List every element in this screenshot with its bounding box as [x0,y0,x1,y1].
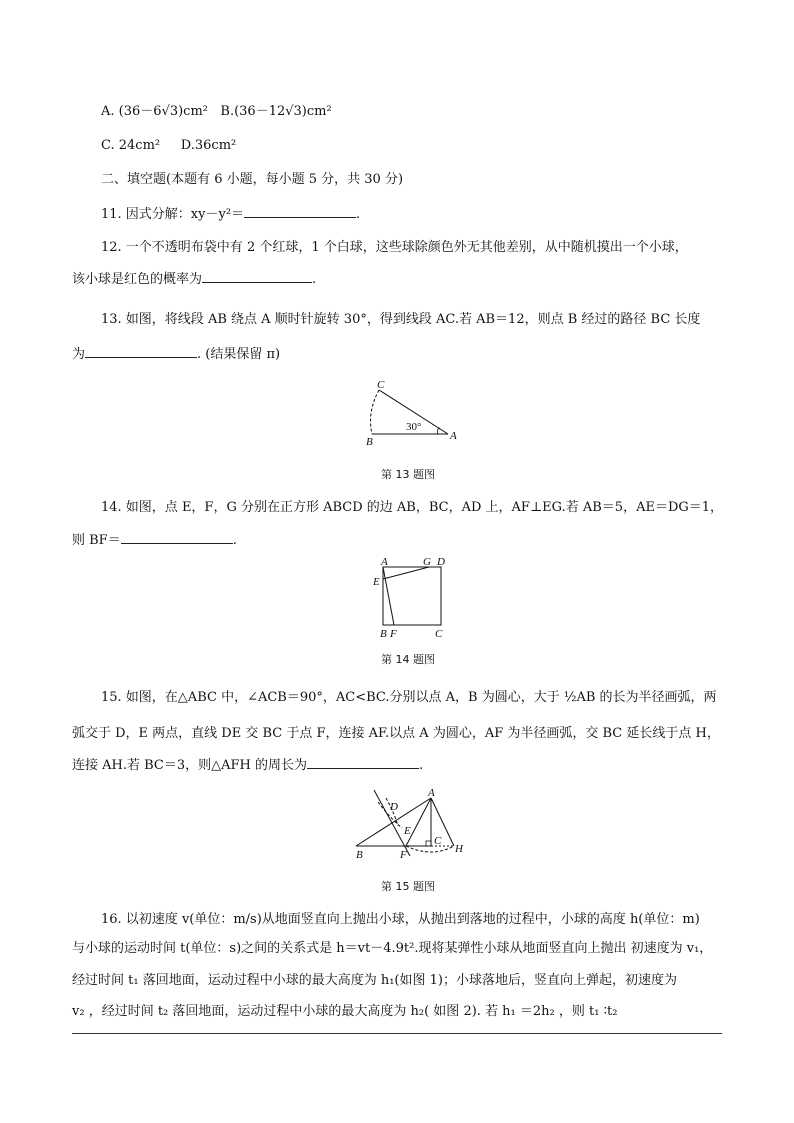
label-h: H [455,843,463,855]
label-b: B [366,436,373,448]
q15-line-3-text: 连接 AH.若 BC＝3，则△AFH 的周长为 [72,758,308,773]
q16-line-4: v₂ ，经过时间 t₂ 落回地面，运动过程中小球的最大高度为 h₂( 如图 2). 若 h₁ ＝2h₂ ，则 t₁ ∶t₂ [72,1004,618,1019]
q12-line-2-text: 该小球是红色的概率为 [72,272,203,287]
q16-line-2: 与小球的运动时间 t(单位：s)之间的关系式是 h＝vt－4.9t².现将某弹性小球从地面竖直向上抛出 初速度为 v₁， [72,941,713,956]
q13-line-2 [72,345,280,364]
label-b: B [356,849,363,861]
q16-line-1: 16. 以初速度 v(单位：m/s)从地面竖直向上抛出小球，从抛出到落地的过程中，小球的高度 h(单位：m) [101,912,700,927]
q14-line-2 [72,531,237,550]
question-11 [101,205,360,224]
label-g: G [423,556,431,568]
option-a: A. (36－6√3)cm² [101,104,208,119]
answer-blank-12[interactable] [202,270,312,283]
square-abcd [383,567,441,625]
q14-end: . [232,533,237,548]
label-f: F [390,628,397,640]
arc-fh [406,846,454,852]
segment-af [406,798,431,846]
label-angle: 30° [406,421,422,433]
caption-13: 第 13 题图 [381,468,435,481]
figure-13 [360,378,470,448]
section-heading: 二、填空题(本题有 6 小题，每小题 5 分，共 30 分) [101,172,404,187]
q13-line-1: 13. 如图，将线段 AB 绕点 A 顺时针旋转 30°，得到线段 AC.若 AB＝12，则点 B 经过的路径 BC 长度 [101,312,701,327]
answer-blank-13[interactable] [85,345,197,358]
answer-blank-11[interactable] [244,205,356,218]
q15-end: . [419,758,424,773]
segment-eg [383,567,429,579]
q11-end: . [356,207,361,222]
answer-blank-15[interactable] [307,756,419,769]
q12-line-1: 12. 一个不透明布袋中有 2 个红球，1 个白球，这些球除颜色外无其他差别，从中随机摸出一个小球， [101,240,688,255]
label-b: B [380,628,387,640]
q14-line-1: 14. 如图，点 E，F，G 分别在正方形 ABCD 的边 AB，BC，AD 上，AF⊥EG.若 AB＝5，AE＝DG＝1， [101,500,724,515]
option-b: B.(36－12√3)cm² [220,104,332,119]
label-f: F [400,849,407,861]
q13-line-2-end: . (结果保留 π) [197,347,281,362]
caption-15: 第 15 题图 [381,880,435,893]
label-a: A [381,556,388,568]
option-row-ab [101,103,332,121]
label-c: C [435,628,443,640]
figure-15 [350,786,476,866]
answer-blank-14[interactable] [121,531,233,544]
arc-bc [371,390,379,434]
q15-line-2: 弧交于 D，E 两点，直线 DE 交 BC 于点 F，连接 AF.以点 A 为圆心，AF 为半径画弧，交 BC 延长线于点 H， [72,726,720,741]
figure-14 [368,554,454,642]
segment-af [383,567,394,625]
q11-text: 11. 因式分解：xy－y²＝ [101,207,245,222]
right-angle-mark [426,841,431,846]
label-d: D [437,556,445,568]
label-e: E [373,576,380,588]
label-c: C [377,379,385,391]
q15-line-3 [72,756,423,775]
label-a: A [450,430,457,442]
q12-end: . [312,272,317,287]
option-c: C. 24cm² [101,138,161,153]
option-d: D.36cm² [180,138,237,153]
bottom-rule [72,1033,722,1034]
q13-line-2-start: 为 [72,347,86,362]
label-a: A [428,787,435,799]
caption-14: 第 14 题图 [381,653,435,666]
label-e: E [404,825,411,837]
option-row-cd [101,137,236,155]
q16-line-3: 经过时间 t₁ 落回地面，运动过程中小球的最大高度为 h₁(如图 1)；小球落地后，竖直向上弹起，初速度为 [72,973,677,988]
q15-line-1: 15. 如图，在△ABC 中，∠ACB＝90°，AC<BC.分别以点 A，B 为圆心，大于 ½AB 的长为半径画弧，两 [101,690,717,705]
label-d: D [390,801,398,813]
label-c: C [434,835,442,847]
q14-line-2-text: 则 BF＝ [72,533,121,548]
q12-line-2 [72,270,316,289]
